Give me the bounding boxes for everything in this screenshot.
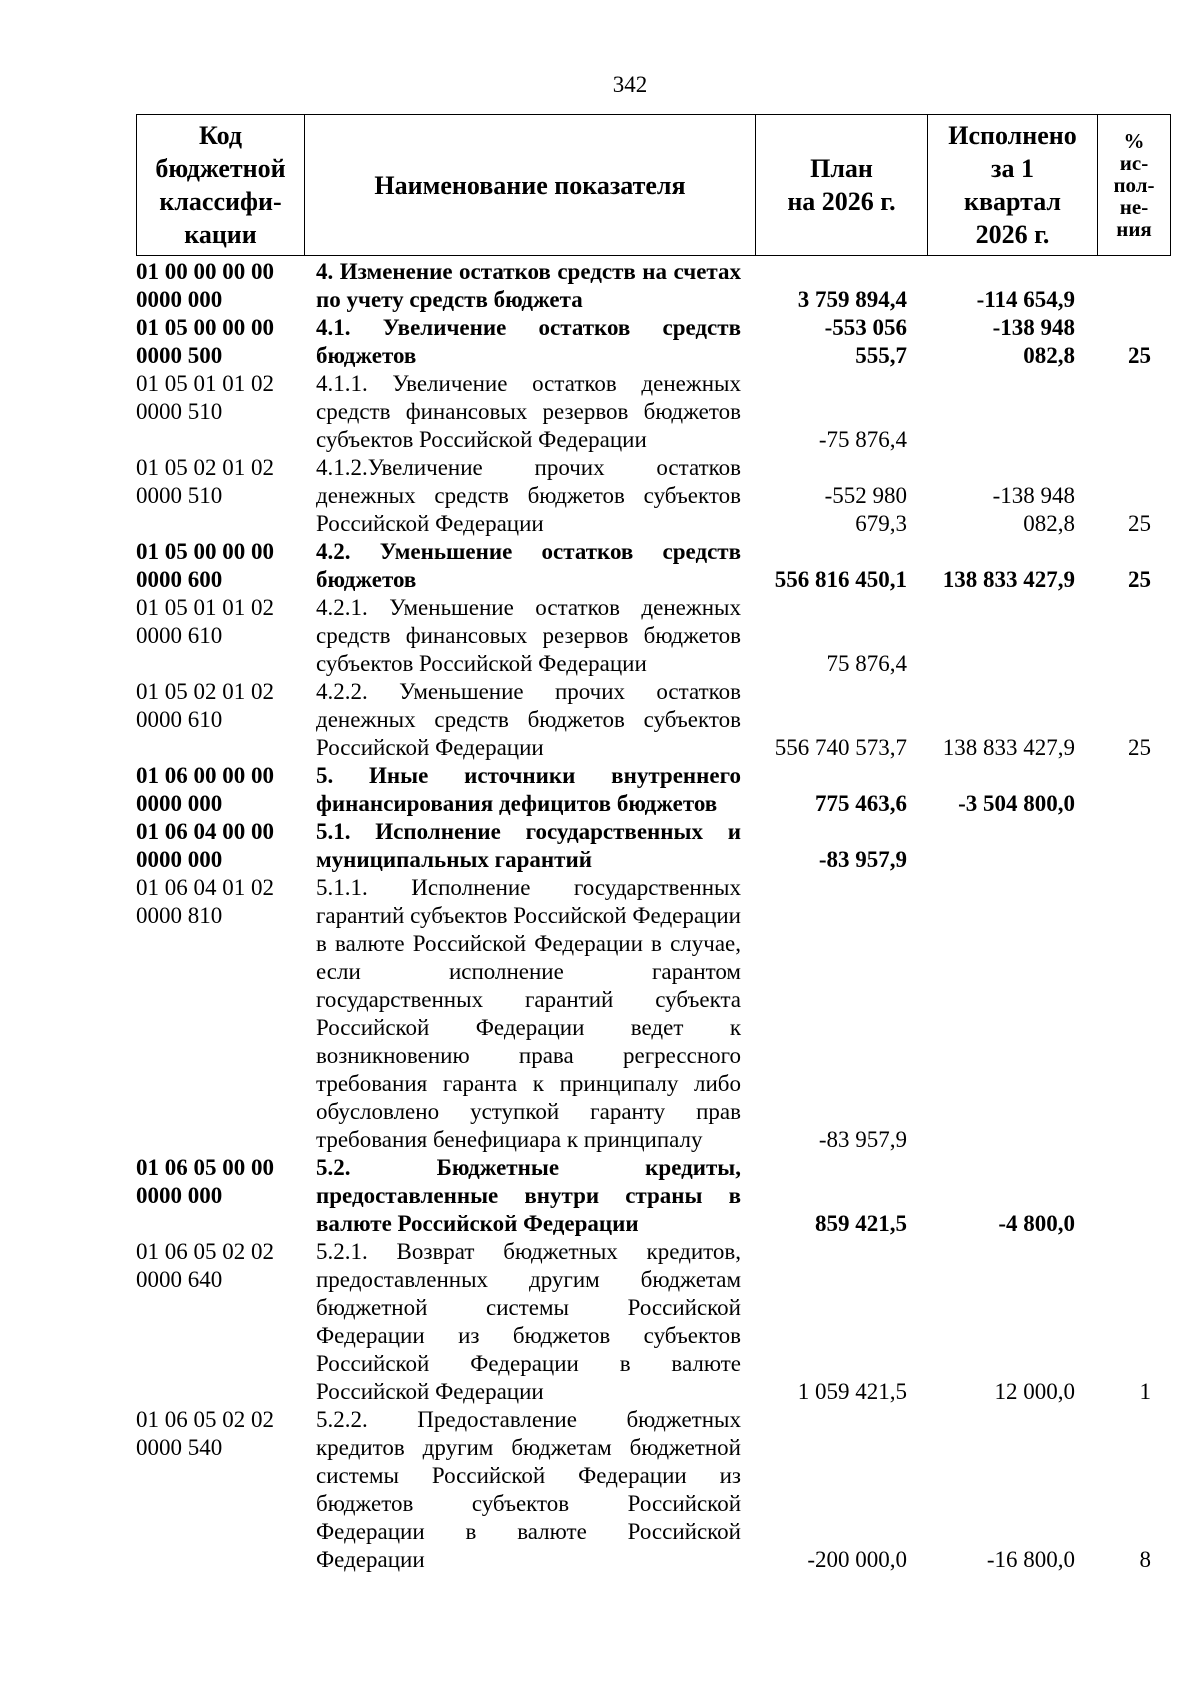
row-executed: 12 000,0 [994, 1379, 1075, 1404]
row-name: 5.1. Исполнение государственных и муниципальных гарантий [316, 819, 741, 872]
row-name: 5.2.2. Предоставление бюджетных кредитов другим бюджетам бюджетной системы Российской Федерации из бюджетов субъектов Российской Федерации в валюте Российской Федерации [316, 1407, 741, 1572]
table-row [136, 538, 1168, 594]
table-row [136, 874, 1168, 1154]
header-code: Код бюджетной классифи- кации [137, 115, 305, 256]
row-code: 01 05 02 01 02 0000 510 [136, 455, 274, 508]
row-plan: -552 980 679,3 [824, 483, 907, 536]
row-name: 4.1.2.Увеличение прочих остатков денежных средств бюджетов субъектов Российской Федерации [316, 455, 741, 536]
row-code: 01 05 01 01 02 0000 610 [136, 595, 274, 648]
page-number: 342 [612, 72, 648, 97]
row-plan: 75 876,4 [826, 651, 907, 676]
row-plan: 775 463,6 [815, 791, 907, 816]
row-executed: -4 800,0 [998, 1211, 1075, 1236]
row-plan: 3 759 894,4 [797, 287, 907, 312]
table-row [136, 1406, 1168, 1574]
row-code: 01 05 02 01 02 0000 610 [136, 679, 274, 732]
row-code: 01 05 00 00 00 0000 500 [136, 315, 274, 368]
row-name: 4.2. Уменьшение остатков средств бюджетов [316, 539, 741, 592]
table-row [136, 314, 1168, 370]
row-executed: -138 948 082,8 [992, 483, 1075, 536]
row-code: 01 06 05 02 02 0000 540 [136, 1407, 274, 1460]
table-row [136, 762, 1168, 818]
row-executed: -138 948 082,8 [992, 315, 1075, 368]
table-row [136, 678, 1168, 762]
table-body [136, 258, 1168, 1574]
header-name: Наименование показателя [305, 115, 756, 256]
row-code: 01 05 00 00 00 0000 600 [136, 539, 274, 592]
row-percent: 1 [1139, 1379, 1151, 1404]
table-row [136, 594, 1168, 678]
table-row [136, 818, 1168, 874]
row-plan: -200 000,0 [807, 1547, 907, 1572]
row-plan: -83 957,9 [818, 1127, 907, 1152]
row-percent: 8 [1139, 1547, 1151, 1572]
row-name: 5.2.1. Возврат бюджетных кредитов, предоставленных другим бюджетам бюджетной системы Российской Федерации из бюджетов субъектов Российской Федерации в валюте Российской Федерации [316, 1239, 741, 1404]
row-plan: -75 876,4 [818, 427, 907, 452]
table-row [136, 258, 1168, 314]
row-name: 4.2.2. Уменьшение прочих остатков денежных средств бюджетов субъектов Российской Федерации [316, 679, 741, 760]
row-percent: 25 [1128, 511, 1151, 536]
row-plan: -83 957,9 [818, 847, 907, 872]
row-code: 01 06 04 01 02 0000 810 [136, 875, 274, 928]
row-executed: 138 833 427,9 [942, 735, 1075, 760]
header-percent: % ис- пол- не- ния [1098, 115, 1171, 256]
table-row [136, 454, 1168, 538]
row-code: 01 00 00 00 00 0000 000 [136, 259, 274, 312]
row-name: 5. Иные источники внутреннего финансирования дефицитов бюджетов [316, 763, 741, 816]
header-plan: План на 2026 г. [756, 115, 928, 256]
row-plan: 1 059 421,5 [797, 1379, 907, 1404]
row-plan: -553 056 555,7 [824, 315, 907, 368]
table-row [136, 1154, 1168, 1238]
row-code: 01 06 00 00 00 0000 000 [136, 763, 274, 816]
row-executed: 138 833 427,9 [942, 567, 1075, 592]
row-name: 5.1.1. Исполнение государственных гарантий субъектов Российской Федерации в валюте Российской Федерации в случае, если исполнение гарантом государственных гарантий субъекта Российской Федерации ведет к возникновению права регрессного требования гаранта к принципалу либо обусловлено уступкой гаранту прав требования бенефициара к принципалу [316, 875, 741, 1152]
row-name: 4.1.1. Увеличение остатков денежных средств финансовых резервов бюджетов субъектов Российской Федерации [316, 371, 741, 452]
row-plan: 859 421,5 [815, 1211, 907, 1236]
row-percent: 25 [1128, 735, 1151, 760]
row-executed: -16 800,0 [986, 1547, 1075, 1572]
row-executed: -3 504 800,0 [958, 791, 1075, 816]
row-code: 01 06 05 02 02 0000 640 [136, 1239, 274, 1292]
row-name: 5.2. Бюджетные кредиты, предоставленные внутри страны в валюте Российской Федерации [316, 1155, 741, 1236]
row-name: 4.2.1. Уменьшение остатков денежных средств финансовых резервов бюджетов субъектов Российской Федерации [316, 595, 741, 676]
row-code: 01 06 04 00 00 0000 000 [136, 819, 274, 872]
row-percent: 25 [1128, 567, 1151, 592]
row-name: 4. Изменение остатков средств на счетах по учету средств бюджета [316, 259, 741, 312]
row-plan: 556 740 573,7 [774, 735, 907, 760]
row-percent: 25 [1128, 343, 1151, 368]
row-code: 01 06 05 00 00 0000 000 [136, 1155, 274, 1208]
header-executed: Исполнено за 1 квартал 2026 г. [928, 115, 1098, 256]
table-row [136, 370, 1168, 454]
table-header [136, 114, 1171, 256]
row-code: 01 05 01 01 02 0000 510 [136, 371, 274, 424]
row-name: 4.1. Увеличение остатков средств бюджетов [316, 315, 741, 368]
table-row [136, 1238, 1168, 1406]
row-executed: -114 654,9 [976, 287, 1075, 312]
row-plan: 556 816 450,1 [774, 567, 907, 592]
